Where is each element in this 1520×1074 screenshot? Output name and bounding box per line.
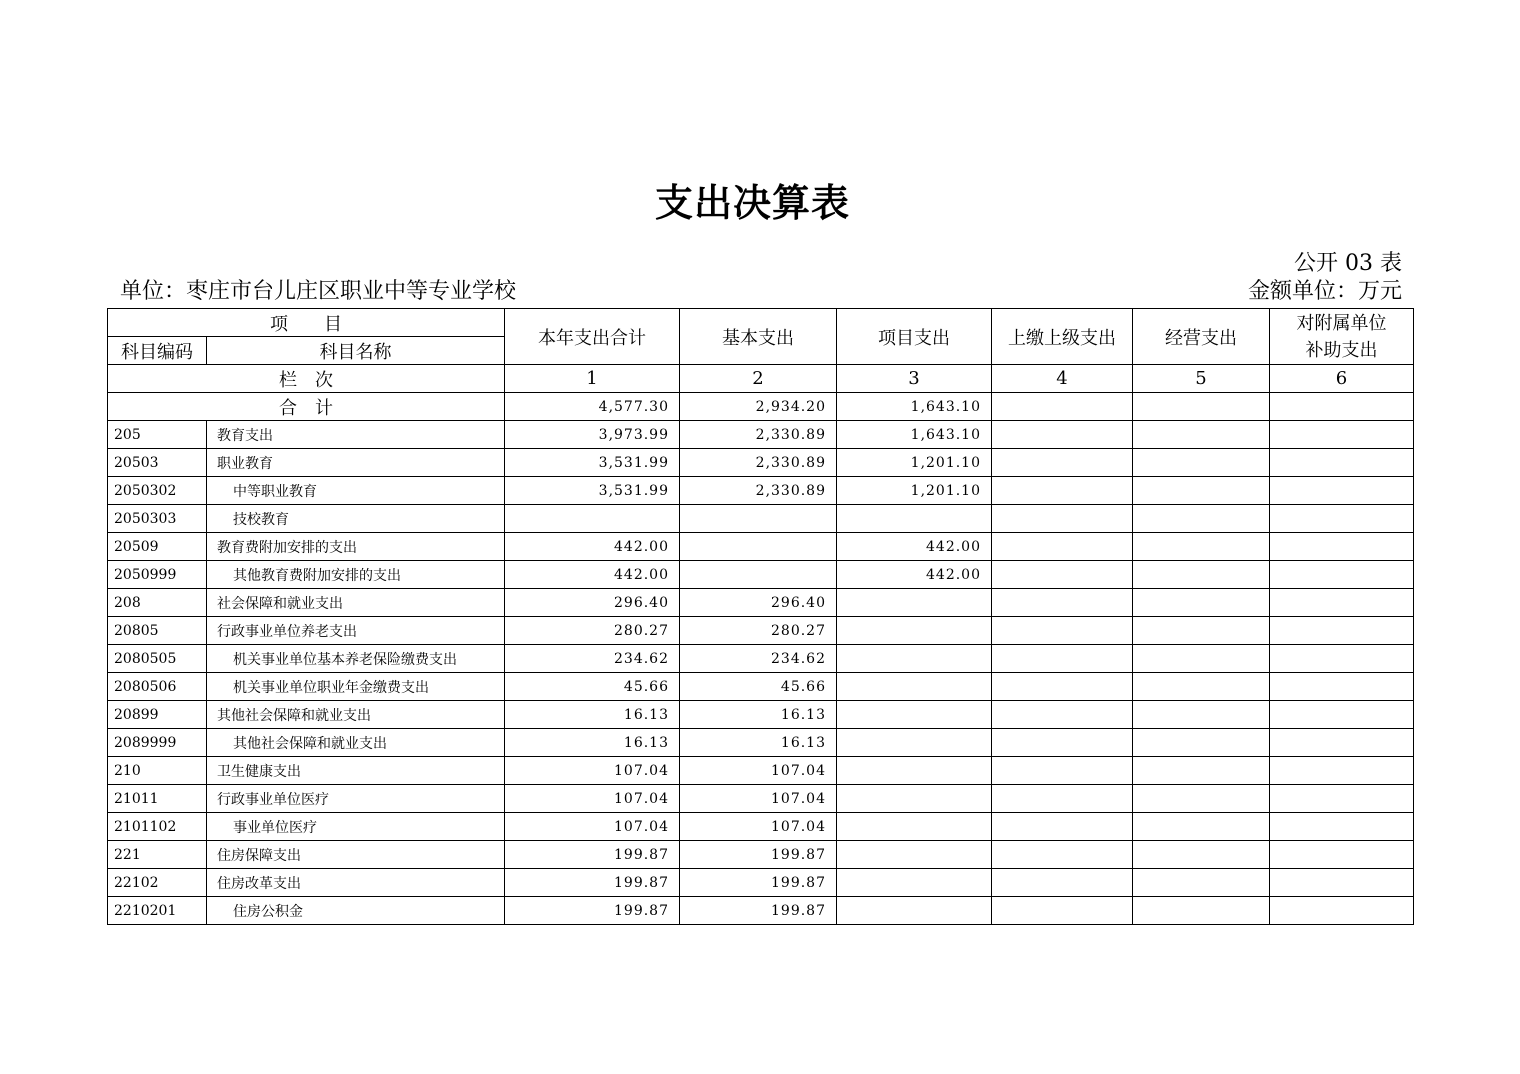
amount-cell [992, 785, 1133, 813]
table-row [108, 617, 1414, 645]
subject-name: 中等职业教育 [207, 477, 505, 505]
amount-cell: 442.00 [505, 533, 680, 561]
amount-cell [992, 561, 1133, 589]
amount-cell [992, 673, 1133, 701]
amount-unit: 金额单位：万元 [1247, 278, 1402, 304]
amount-cell [1133, 785, 1270, 813]
row-no-label: 栏 次 [108, 365, 505, 393]
subject-name: 其他社会保障和就业支出 [207, 729, 505, 757]
amount-cell [680, 533, 837, 561]
table-row [108, 841, 1414, 869]
amount-cell [837, 701, 992, 729]
subject-code: 2089999 [108, 729, 207, 757]
amount-cell: 199.87 [505, 841, 680, 869]
table-row [108, 477, 1414, 505]
total-row [108, 393, 1414, 421]
amount-cell: 1,643.10 [837, 421, 992, 449]
total-label: 合 计 [108, 393, 505, 421]
amount-cell: 280.27 [505, 617, 680, 645]
total-value-2: 2,934.20 [680, 393, 837, 421]
amount-cell [1270, 785, 1414, 813]
amount-cell [1133, 645, 1270, 673]
amount-cell: 107.04 [505, 813, 680, 841]
subject-code: 2080506 [108, 673, 207, 701]
subject-name: 技校教育 [207, 505, 505, 533]
amount-cell [837, 505, 992, 533]
amount-cell [1270, 645, 1414, 673]
table-row [108, 505, 1414, 533]
header-col-remit: 上缴上级支出 [992, 309, 1133, 365]
amount-cell [1133, 505, 1270, 533]
row-no-1: 1 [505, 365, 680, 393]
table-row [108, 421, 1414, 449]
subject-code: 2050999 [108, 561, 207, 589]
subject-name: 教育支出 [207, 421, 505, 449]
subject-code: 20503 [108, 449, 207, 477]
subject-name: 行政事业单位医疗 [207, 785, 505, 813]
subject-name: 其他教育费附加安排的支出 [207, 561, 505, 589]
subject-name: 教育费附加安排的支出 [207, 533, 505, 561]
subject-name: 住房改革支出 [207, 869, 505, 897]
amount-cell: 234.62 [680, 645, 837, 673]
amount-cell [992, 617, 1133, 645]
amount-cell [505, 505, 680, 533]
amount-cell: 107.04 [505, 757, 680, 785]
amount-cell: 16.13 [680, 701, 837, 729]
subject-code: 20899 [108, 701, 207, 729]
amount-cell [992, 841, 1133, 869]
subject-code: 20805 [108, 617, 207, 645]
amount-cell: 107.04 [680, 785, 837, 813]
amount-cell: 199.87 [680, 897, 837, 925]
amount-cell: 2,330.89 [680, 477, 837, 505]
subject-name: 住房保障支出 [207, 841, 505, 869]
table-row [108, 757, 1414, 785]
table-row [108, 785, 1414, 813]
amount-cell [1270, 505, 1414, 533]
amount-cell [1270, 421, 1414, 449]
amount-cell: 442.00 [505, 561, 680, 589]
amount-cell: 16.13 [505, 729, 680, 757]
subject-name: 事业单位医疗 [207, 813, 505, 841]
amount-cell [837, 813, 992, 841]
amount-cell [1133, 477, 1270, 505]
amount-cell: 442.00 [837, 561, 992, 589]
amount-cell [992, 533, 1133, 561]
header-col-operating: 经营支出 [1133, 309, 1270, 365]
table-row [108, 869, 1414, 897]
amount-cell [837, 785, 992, 813]
subject-code: 21011 [108, 785, 207, 813]
amount-cell: 3,531.99 [505, 449, 680, 477]
subject-name: 住房公积金 [207, 897, 505, 925]
subject-code: 210 [108, 757, 207, 785]
row-no-2: 2 [680, 365, 837, 393]
amount-cell [1133, 449, 1270, 477]
subject-name: 行政事业单位养老支出 [207, 617, 505, 645]
amount-cell [992, 897, 1133, 925]
total-value-3: 1,643.10 [837, 393, 992, 421]
amount-cell [680, 561, 837, 589]
amount-cell [992, 477, 1133, 505]
header-name: 科目名称 [207, 337, 505, 365]
total-value-4 [992, 393, 1133, 421]
amount-cell: 16.13 [505, 701, 680, 729]
subject-code: 22102 [108, 869, 207, 897]
table-row [108, 645, 1414, 673]
amount-cell [1270, 729, 1414, 757]
column-number-row [108, 365, 1414, 393]
amount-cell [837, 757, 992, 785]
amount-cell [837, 869, 992, 897]
amount-cell: 1,201.10 [837, 477, 992, 505]
subject-code: 20509 [108, 533, 207, 561]
header-col-subsidy [1270, 309, 1414, 365]
amount-cell: 2,330.89 [680, 421, 837, 449]
amount-cell [1270, 841, 1414, 869]
table-row [108, 533, 1414, 561]
amount-cell: 442.00 [837, 533, 992, 561]
row-no-6: 6 [1270, 365, 1414, 393]
amount-cell: 296.40 [505, 589, 680, 617]
row-no-3: 3 [837, 365, 992, 393]
amount-cell [1133, 729, 1270, 757]
amount-cell [1270, 533, 1414, 561]
form-number: 公开 03 表 [1294, 251, 1402, 276]
amount-cell [992, 729, 1133, 757]
amount-cell [1270, 449, 1414, 477]
table-row [108, 589, 1414, 617]
expenditure-table [107, 308, 1414, 925]
header-col-total: 本年支出合计 [505, 309, 680, 365]
amount-cell [1133, 561, 1270, 589]
amount-cell [1133, 757, 1270, 785]
amount-cell [992, 421, 1133, 449]
table-row [108, 729, 1414, 757]
amount-cell [1270, 589, 1414, 617]
amount-cell [1133, 673, 1270, 701]
amount-cell [837, 897, 992, 925]
amount-cell [1133, 813, 1270, 841]
amount-cell: 3,973.99 [505, 421, 680, 449]
amount-cell: 45.66 [505, 673, 680, 701]
amount-cell [992, 701, 1133, 729]
amount-cell [992, 449, 1133, 477]
amount-cell: 1,201.10 [837, 449, 992, 477]
amount-cell: 107.04 [505, 785, 680, 813]
row-no-4: 4 [992, 365, 1133, 393]
subject-code: 2050303 [108, 505, 207, 533]
unit-row [120, 274, 1402, 304]
subject-name: 卫生健康支出 [207, 757, 505, 785]
amount-cell [837, 589, 992, 617]
unit-label: 单位：枣庄市台儿庄区职业中等专业学校 [120, 278, 517, 304]
header-col-subsidy-line1: 对附属单位 [1296, 312, 1387, 334]
table-row [108, 673, 1414, 701]
amount-cell [1133, 701, 1270, 729]
table-row [108, 449, 1414, 477]
amount-cell [1133, 841, 1270, 869]
amount-cell: 199.87 [680, 841, 837, 869]
header-col-project: 项目支出 [837, 309, 992, 365]
amount-cell: 296.40 [680, 589, 837, 617]
subject-name: 职业教育 [207, 449, 505, 477]
amount-cell [992, 869, 1133, 897]
amount-cell [837, 729, 992, 757]
amount-cell [837, 841, 992, 869]
amount-cell: 234.62 [505, 645, 680, 673]
amount-cell: 199.87 [680, 869, 837, 897]
subject-code: 208 [108, 589, 207, 617]
amount-cell [1270, 673, 1414, 701]
amount-cell [992, 813, 1133, 841]
amount-cell [992, 589, 1133, 617]
amount-cell [1270, 701, 1414, 729]
subject-code: 2080505 [108, 645, 207, 673]
amount-cell [680, 505, 837, 533]
subject-name: 机关事业单位职业年金缴费支出 [207, 673, 505, 701]
amount-cell: 16.13 [680, 729, 837, 757]
amount-cell: 2,330.89 [680, 449, 837, 477]
amount-cell: 280.27 [680, 617, 837, 645]
amount-cell [1133, 869, 1270, 897]
header-col-basic: 基本支出 [680, 309, 837, 365]
amount-cell [1133, 589, 1270, 617]
amount-cell [1270, 477, 1414, 505]
subject-code: 2050302 [108, 477, 207, 505]
table-row [108, 897, 1414, 925]
total-value-1: 4,577.30 [505, 393, 680, 421]
amount-cell [1270, 561, 1414, 589]
amount-cell [1133, 617, 1270, 645]
subject-name: 机关事业单位基本养老保险缴费支出 [207, 645, 505, 673]
amount-cell: 107.04 [680, 757, 837, 785]
amount-cell [1133, 533, 1270, 561]
amount-cell: 45.66 [680, 673, 837, 701]
amount-cell [1270, 617, 1414, 645]
amount-cell: 199.87 [505, 869, 680, 897]
amount-cell [1270, 757, 1414, 785]
header-item: 项 目 [108, 309, 505, 337]
table-row [108, 813, 1414, 841]
amount-cell [1133, 421, 1270, 449]
subject-name: 其他社会保障和就业支出 [207, 701, 505, 729]
table-row [108, 701, 1414, 729]
page-title: 支出决算表 [654, 180, 850, 225]
amount-cell [837, 645, 992, 673]
amount-cell [837, 673, 992, 701]
total-value-5 [1133, 393, 1270, 421]
subject-code: 2210201 [108, 897, 207, 925]
amount-cell [1270, 813, 1414, 841]
subject-code: 221 [108, 841, 207, 869]
amount-cell: 107.04 [680, 813, 837, 841]
amount-cell [1270, 869, 1414, 897]
header-col-subsidy-line2: 补助支出 [1305, 339, 1378, 361]
amount-cell [1133, 897, 1270, 925]
amount-cell [992, 757, 1133, 785]
amount-cell: 199.87 [505, 897, 680, 925]
row-no-5: 5 [1133, 365, 1270, 393]
amount-cell [992, 505, 1133, 533]
subject-name: 社会保障和就业支出 [207, 589, 505, 617]
table-row [108, 561, 1414, 589]
subject-code: 205 [108, 421, 207, 449]
header-code: 科目编码 [108, 337, 207, 365]
amount-cell [837, 617, 992, 645]
subject-code: 2101102 [108, 813, 207, 841]
amount-cell: 3,531.99 [505, 477, 680, 505]
amount-cell [1270, 897, 1414, 925]
header-row-1 [108, 309, 1414, 337]
amount-cell [992, 645, 1133, 673]
total-value-6 [1270, 393, 1414, 421]
